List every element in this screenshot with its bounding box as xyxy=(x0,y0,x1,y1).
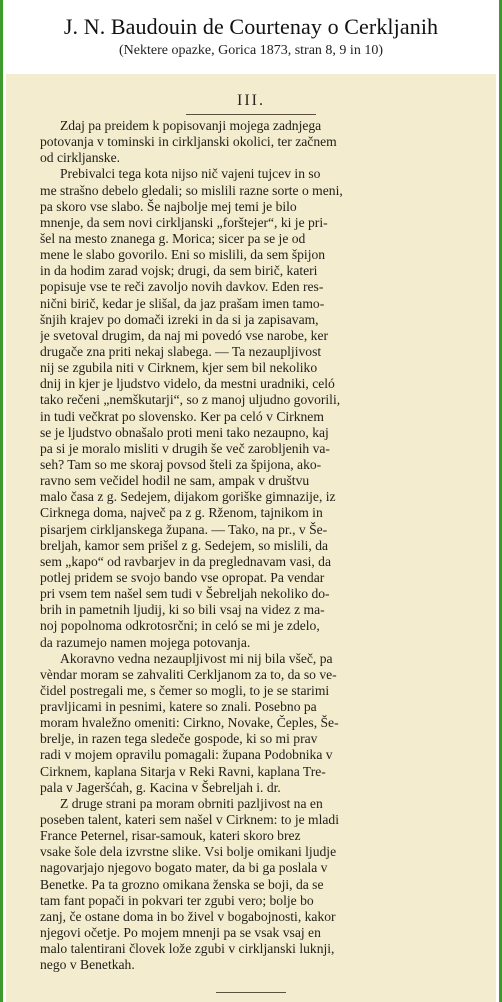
text-line: nij se zgubila niti v Cirknem, kjer sem bil nekoliko xyxy=(40,360,318,376)
text-line: Akoravno vedna nezaupljivost mi nij bila všeč, pa xyxy=(60,650,333,666)
text-line: in da hodim zarad vojsk; drugi, da sem birič, kateri xyxy=(40,263,318,279)
text-line: vèndar moram se zahvaliti Cerkljanom za to, da so ve- xyxy=(40,666,337,682)
text-line: se je ljudstvo obnašalo proti meni tako nezaupno, kaj xyxy=(40,424,329,440)
text-line: malo časa z g. Sedejem, dijakom goriške gimnazije, iz xyxy=(40,489,336,505)
text-line: mnenje, da sem novi cirkljanski „forštejer“, ki je pri- xyxy=(40,214,328,230)
paragraph xyxy=(40,118,482,166)
section-numeral: III. xyxy=(237,92,265,109)
text-line: brih in pametnih ljudij, ki so bili vsaj na videz z ma- xyxy=(40,602,325,618)
text-line: šel na mesto znanega g. Morica; sicer pa se je od xyxy=(40,230,306,246)
divider-top xyxy=(186,114,316,115)
text-line: in tudi večkrat po slovensko. Ker pa celó v Cirknem xyxy=(40,408,324,424)
paragraph xyxy=(40,651,482,796)
text-line: pa si je moralo misliti v drugih še več zarobljenih va- xyxy=(40,440,330,456)
text-line: breljah, kamor sem prišel z g. Sedejem, so mislili, da xyxy=(40,537,329,553)
text-line: Prebivalci tega kota nijso nič vajeni tujcev in so xyxy=(60,166,321,182)
text-line: nični birič, kedar je slišal, da jaz prašam imen tamo- xyxy=(40,295,325,311)
header xyxy=(3,0,499,72)
text-line: mene le slabo govorilo. Eni so mislili, da sem špijon xyxy=(40,247,326,263)
text-line: pa skoro vse slabo. Še najbolje mej temi je bilo xyxy=(40,198,297,214)
text-line: vsake šole dela izvrstne slike. Vsi bolje omikani ljudje xyxy=(40,844,337,860)
paragraph xyxy=(40,796,482,974)
page-title: J. N. Baudouin de Courtenay o Cerkljanih xyxy=(63,14,439,39)
article-body xyxy=(40,118,482,973)
text-line: Cirknega doma, največ pa z g. Rženom, tajnikom in xyxy=(40,505,323,521)
text-line: malo talentirani človek lože zgubi v cirkljanski luknji, xyxy=(40,941,335,957)
text-line: da razumejo namen mojega potovanja. xyxy=(40,634,251,650)
scanned-paper xyxy=(6,74,496,1002)
text-line: pala v Jageršćah, g. Kacina v Šebreljah i. dr. xyxy=(40,779,281,795)
text-line: drugače zna priti nekaj slabega. — Ta nezaupljivost xyxy=(40,343,322,359)
text-line: šnjih krajev po domači izreki in da si ja zapisavam, xyxy=(40,311,319,327)
text-line: njegovi očetje. Po mojem mnenji pa se vsak vsaj en xyxy=(40,925,321,941)
text-line: pravljicami in pesnimi, katere so znali. Posebno pa xyxy=(40,699,317,715)
text-line: tam fant popači in pokvari ter zgubi vero; bolje bo xyxy=(40,892,314,908)
text-line: nagovarjajo njegovo bogato mater, da bi ga poslala v xyxy=(40,860,328,876)
text-line: Zdaj pa preidem k popisovanji mojega zadnjega xyxy=(60,118,322,133)
text-line: radi v mojem opravilu pomagali: župana Podobnika v xyxy=(40,747,333,763)
text-line: France Peternel, risar-samouk, kateri skoro brez xyxy=(40,828,301,844)
text-line: čidel postregali me, s čemer so mogli, to je se starimi xyxy=(40,682,330,698)
page-subtitle: (Nektere opazke, Gorica 1873, stran 8, 9 in 10) xyxy=(119,43,383,58)
text-line: brelje, in razen tega sledeče gospode, ki so mi prav xyxy=(40,731,318,747)
paragraph xyxy=(40,166,482,650)
text-line: potlej pridem se svojo bando vse opropat. Pa vendar xyxy=(40,569,325,585)
text-line: sem „kapo“ od ravbarjev in da preglednavam vasi, da xyxy=(40,553,332,569)
text-line: popisuje vse te reči zavoljo novih davkov. Eden res- xyxy=(40,279,324,295)
text-line: je svetoval drugim, da naj mi povedó vse narobe, ker xyxy=(40,327,329,343)
text-line: tako rečeni „nemškutarji“, so z manoj uljudno govorili, xyxy=(40,392,341,408)
text-line: zanj, če ostane doma in bo živel v bogabojnosti, kakor xyxy=(40,908,336,924)
text-line: potovanja v tominski in cirkljanski okolici, ter začnem xyxy=(40,134,337,150)
text-line: dnij in kjer je ljudstvo videlo, da mestni uradniki, celó xyxy=(40,376,335,392)
text-line: seh? Tam so me skoraj povsod šteli za špijona, ako- xyxy=(40,456,322,472)
divider-bottom xyxy=(216,992,286,993)
text-line: pri vsem tem našel sem tudi v Šebreljah nekoliko do- xyxy=(40,586,330,602)
text-line: nego v Benetkah. xyxy=(40,957,135,973)
text-line: poseben talent, kateri sem našel v Cirknem: to je mladi xyxy=(40,812,339,828)
text-line: ravno sem večidel hodil ne sam, ampak v društvu xyxy=(40,473,310,489)
text-line: Benetke. Pa ta grozno omikana ženska se boji, da se xyxy=(40,876,324,892)
text-line: noj popolnoma odkrotosrčni; in celó se mi je zdelo, xyxy=(40,618,320,634)
text-line: pisarjem cirkljanskega župana. — Tako, na pr., v Še- xyxy=(40,521,328,537)
text-line: Cirknem, kaplana Sitarja v Reki Ravni, kaplana Tre- xyxy=(40,763,326,779)
text-line: Z druge strani pa moram obrniti pazljivost na en xyxy=(60,795,323,811)
text-line: me strašno debelo gledali; so mislili razne sorte o meni, xyxy=(40,182,343,198)
text-line: moram hvaležno omeniti: Cirkno, Novake, Čeples, Še- xyxy=(40,715,339,731)
text-line: od cirkljanske. xyxy=(40,150,121,166)
